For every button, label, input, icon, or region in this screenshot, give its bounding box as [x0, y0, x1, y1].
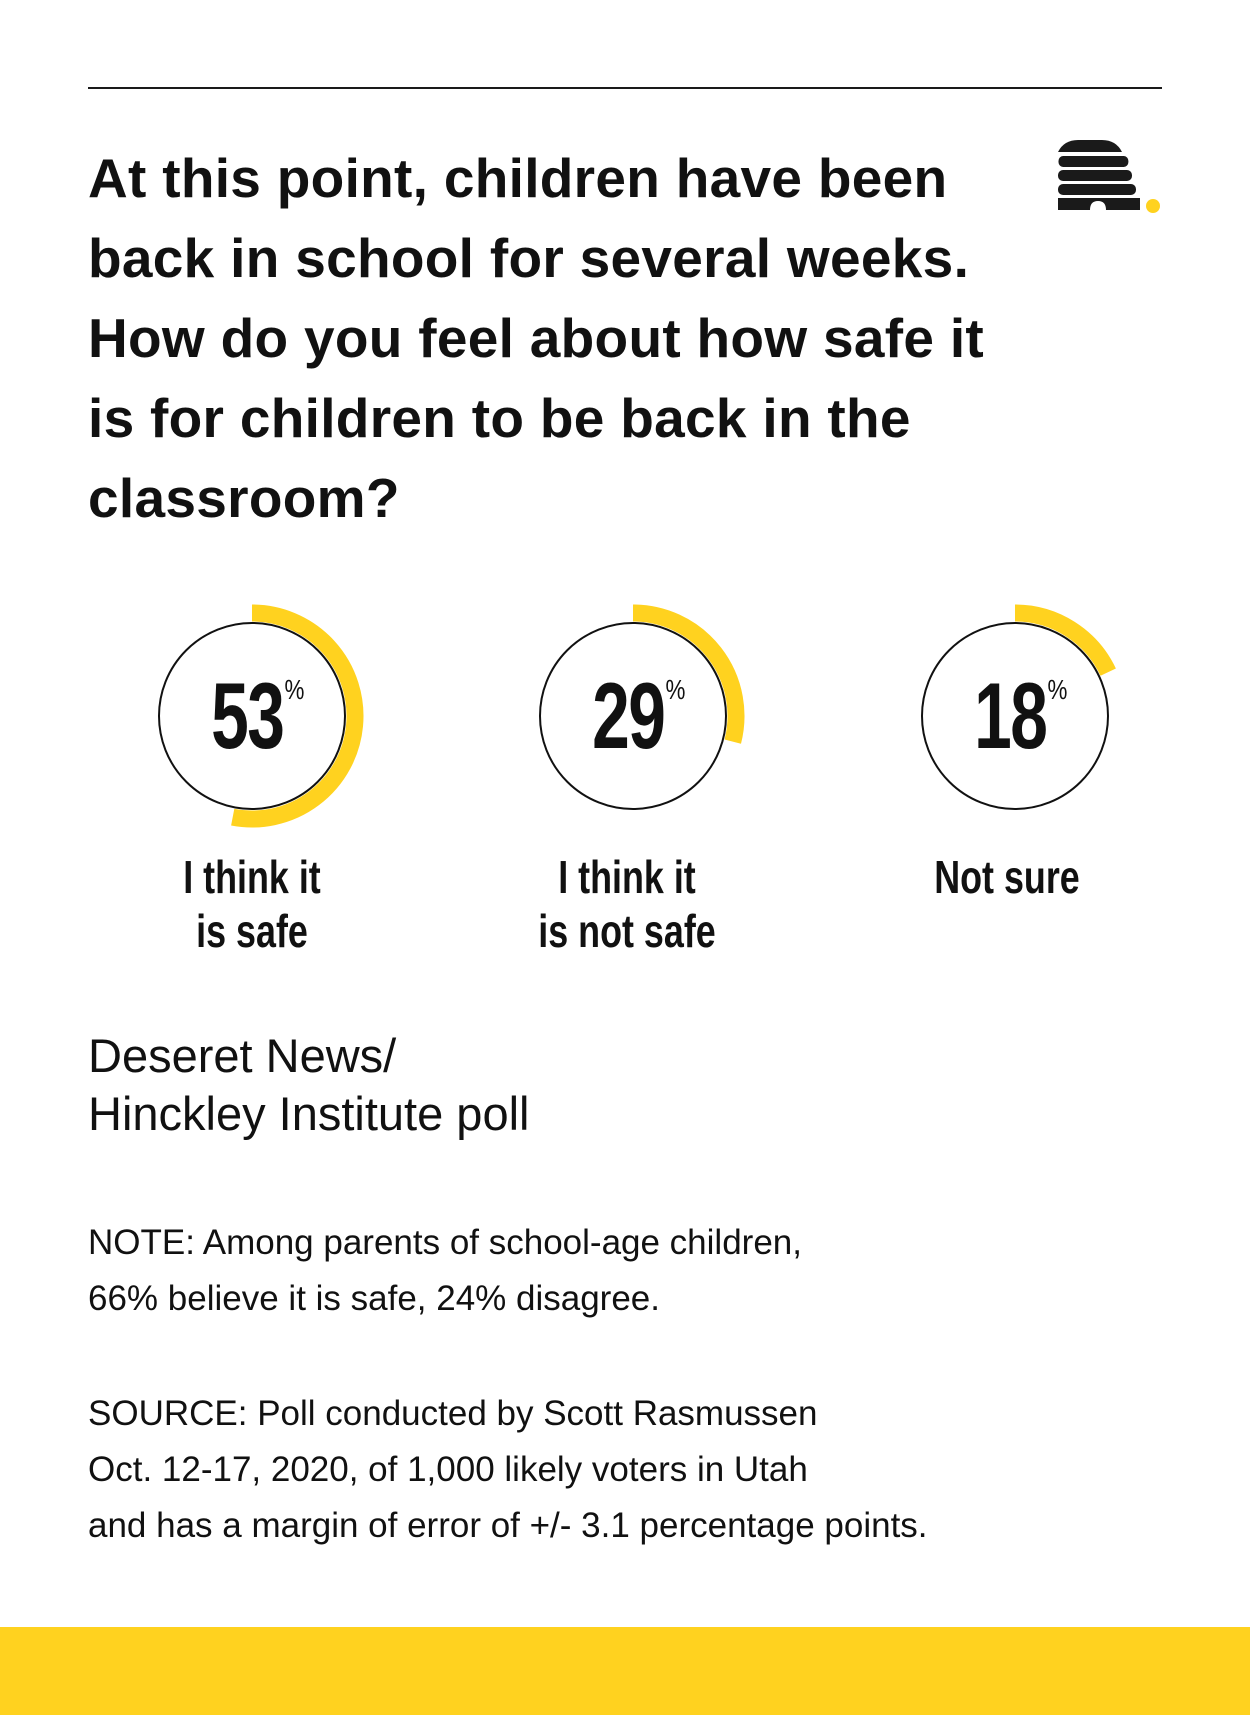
beehive-logo-icon	[1058, 140, 1168, 220]
donut-safe	[132, 596, 372, 836]
bottom-accent-bar	[0, 1627, 1250, 1715]
donut-value-safe	[132, 596, 372, 836]
percent-sign: %	[284, 674, 305, 705]
donut-not-sure	[895, 596, 1135, 836]
category-label-not-sure: Not sure	[934, 851, 1080, 903]
headline: At this point, children have been back in school for several weeks. How do you feel about how safe it is for children to be back in the classroom?	[88, 147, 985, 529]
category-label-not-safe: I think it is not safe	[538, 851, 716, 957]
source-text: SOURCE: Poll conducted by Scott Rasmussen Oct. 12-17, 2020, of 1,000 likely voters in Utah and has a margin of error of +/- 3.1 percentage points.	[88, 1394, 928, 1545]
poll-name: Deseret News/ Hinckley Institute poll	[88, 1029, 530, 1140]
donut-not-safe	[513, 596, 753, 836]
donut-value-not-sure	[895, 596, 1135, 836]
value-label-safe: 53	[211, 663, 284, 768]
note-text: NOTE: Among parents of school-age children, 66% believe it is safe, 24% disagree.	[88, 1223, 802, 1318]
percent-sign: %	[1047, 674, 1068, 705]
percent-sign: %	[665, 674, 686, 705]
category-label-safe: I think it is safe	[183, 851, 321, 957]
value-label-not-safe: 29	[592, 663, 665, 768]
donut-value-not-safe	[513, 596, 753, 836]
top-rule	[88, 87, 1162, 89]
value-label-not-sure: 18	[974, 663, 1047, 768]
